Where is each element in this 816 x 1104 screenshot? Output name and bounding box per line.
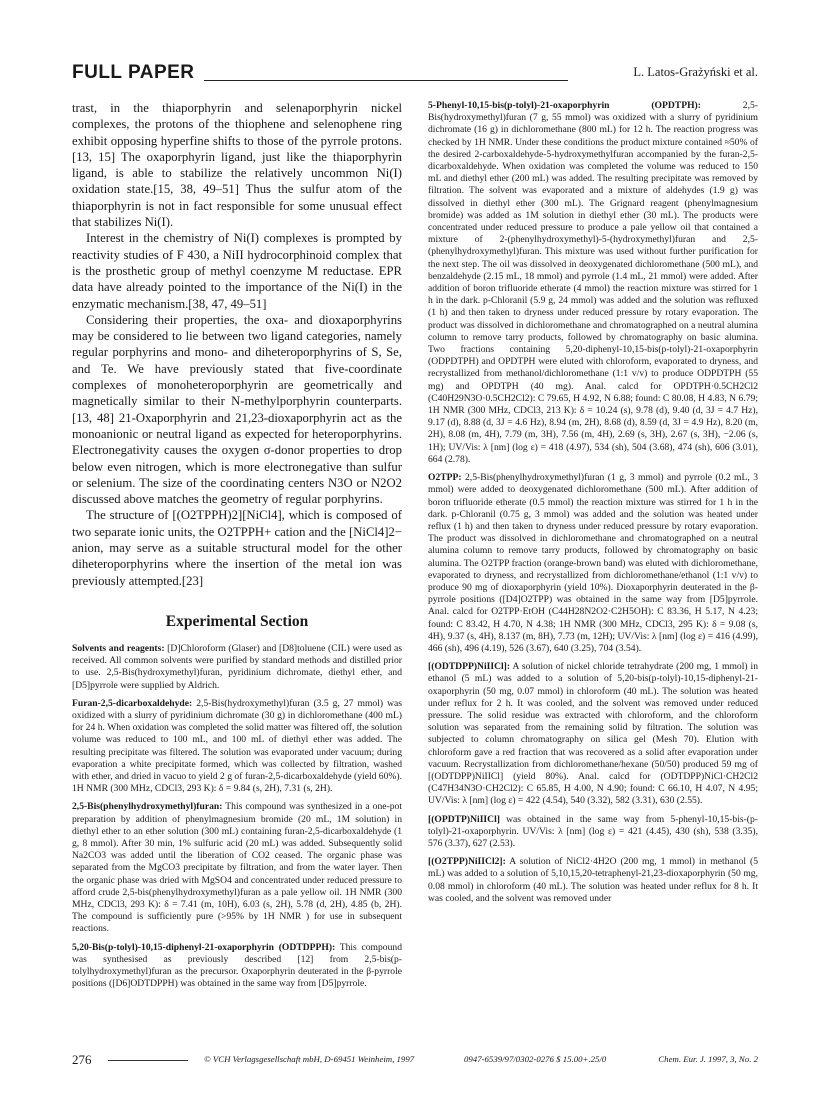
exp-text: [D]Chloroform (Glaser) and [D8]toluene (CIL) were used as received. All common solvents were purified by standard methods and distilled prior to use. 2,5-Bis(hydroxymethyl)furan, pyridinium dichromate, diethyl ether, and [D5]pyrrole were supplied by Aldrich.	[72, 642, 402, 691]
body-paragraph: The structure of [(O2TPPH)2][NiCl4], which is composed of two separate ionic units, the O2TPPH+ cation and the [NiCl4]2− anion, may serve as a suitable structural model for the other diheteroporphyrins where the insertion of the metal ion was previously attempted.[23]	[72, 508, 402, 588]
exp-text: 2,5-Bis(hydroxymethyl)furan (3.5 g, 27 mmol) was oxidized with a slurry of pyridinium dichromate (30 g) in dichloromethane (400 mL) for 24 h. When oxidation was completed the solid matter was filtered off, the solution volume was reduced to 100 mL, and 100 mL of diethyl ether was added. The resulting precipitate was filtered. The solution was evaporated under vacuum; during evaporation a white precipitate formed, which was collected by filtration, washed with ether, and dried in vacuo to yield 2 g of furan-2,5-dicarboxaldehyde (yield 60%). 1H NMR (300 MHz, CDCl3, 293 K): δ = 9.84 (s, 2H), 7.31 (s, 2H).	[72, 697, 402, 795]
header-rule	[204, 80, 568, 81]
exp-text: was obtained in the same way from 5-phenyl-10,15-bis-(p-tolyl)-21-oxaporphyrin. UV/Vis: λ [nm] (log ε) = 421 (4.45), 430 (sh), 538 (3.35), 576 (3.37), 627 (2.53).	[428, 813, 758, 849]
exp-label: [(O2TPP)NiIICl2]:	[428, 856, 506, 868]
section-heading: Experimental Section	[165, 612, 309, 630]
footer-publisher: © VCH Verlagsgesellschaft mbH, D-69451 Weinheim, 1997	[204, 1054, 415, 1064]
header-title: FULL PAPER	[72, 62, 195, 83]
exp-label: O2TPP:	[428, 472, 462, 484]
body-paragraph: Considering their properties, the oxa- and dioxaporphyrins may be considered to lie between two ligand categories, namely regular porphyrins and mono- and diheteroporphyrins of S, Se, and Te. We have previously stated that five-coordinate complexes of monoheteroporphyrin are geometrically and magnetically similar to their N-methylporphyrin counterparts.[13, 48] 21-Oxaporphyrin and 21,23-dioxaporphyrin act as the monoanionic or neutral ligand as expected for heteroporphyrins. Electronegativity causes the oxygen σ-donor properties to drop below even nitrogen, which is more electronegative than sulfur or selenium. The size of the coordinating centers N3O or N2O2 discussed above matches the geometry of regular porphyrins.	[72, 312, 402, 507]
exp-text: This compound was synthesized in a one-pot preparation by addition of phenylmagnesium bromide (20 mL, 1M solution) in diethyl ether to an ether solution (300 mL) containing furan-2,5-dicarboxaldehyde (1 g, 8 mmol). After 30 min, 1% sulfuric acid (20 mL) was added. Subsequently solid Na2CO3 was added until the liberation of CO2 ceased. The organic phase was separated from the MgCO3 precipitate by filtration, and from the water layer. Then the organic phase was dried with MgSO4 and concentrated under reduced pressure to afford crude 2,5-bis(phenylhydroxymethyl)furan as a pale yellow oil. 1H NMR (300 MHz, CDCl3, 293 K): δ = 7.41 (m, 10H), 6.03 (s, 2H), 5.78 (d, 2H), 4.85 (b, 2H). The compound is sufficiently pure (>95% by 1H NMR ) for use in subsequent reactions.	[72, 801, 402, 935]
exp-label: Solvents and reagents:	[72, 642, 165, 654]
exp-paragraph	[72, 942, 402, 991]
exp-label: Furan-2,5-dicarboxaldehyde:	[72, 697, 193, 709]
exp-label: [(ODTDPP)NiIICl]:	[428, 661, 511, 673]
footer-rule	[108, 1060, 188, 1061]
body-paragraph: Interest in the chemistry of Ni(I) complexes is prompted by reactivity studies of F 430, a NiII hydrocorphinoid complex that is the prosthetic group of methyl coenzyme M reductase. EPR data have already pointed to the importance of the Ni(I) in the enzymatic mechanism.[38, 47, 49–51]	[72, 231, 402, 311]
exp-label: 5-Phenyl-10,15-bis(p-tolyl)-21-oxaporphyrin (OPDTPH):	[428, 100, 701, 111]
exp-paragraph	[428, 814, 758, 851]
exp-text: A solution of NiCl2·4H2O (200 mg, 1 mmol) in methanol (5 mL) was added to a solution of 5,10,15,20-tetraphenyl-21,23-dioxaporphyrin (50 mg, 0.08 mmol) in chloroform (40 mL). The solution was heated under reflux for 8 h. It was cooled, and the solvent was removed under	[428, 856, 758, 904]
exp-paragraph	[428, 856, 758, 905]
footer-issn: 0947-6539/97/0302-0276 $ 15.00+.25/0	[464, 1054, 607, 1064]
exp-text: This compound was synthesised as previously described [12] from 2,5-bis(p-tolylhydroxymethyl)furan as the precursor. Oxaporphyrin deuterated in the β-pyrrole positions ([D6]ODTDPPH) was obtained in the same way from [D5]pyrrole.	[72, 941, 402, 990]
exp-paragraph	[72, 643, 402, 692]
exp-paragraph	[428, 100, 758, 466]
page-footer	[72, 1052, 758, 1068]
body-paragraph: trast, in the thiaporphyrin and selenaporphyrin nickel complexes, the protons of the thiophene and selenophene ring exhibit opposing hyperfine shifts to those of the pyrrole protons.[13, 15] The oxaporphyrin ligand, just like the thiaporphyrin ligand, is able to stabilize the relatively uncommon Ni(I) oxidation state.[15, 38, 49–51] Thus the sulfur atom of the thiaporphyrin is not in fact responsible for some unusual effect that stabilizes Ni(I).	[72, 101, 402, 230]
exp-paragraph	[428, 661, 758, 807]
exp-label: 2,5-Bis(phenylhydroxymethyl)furan:	[72, 801, 223, 813]
exp-text: 2,5-Bis(phenylhydroxymethyl)furan (1 g, 3 mmol) and pyrrole (0.2 mL, 3 mmol) were added to deoxygenated dichloromethane (500 mL). After addition of boron trifluoride etherate (0.5 mmol) the reaction mixture was stirred for 1 h in the dark. p-Chloranil (0.75 g, 3 mmol) was added and the solution was heated under reflux (1 h) and then taken to dryness under reduced pressure by rotary evaporation. The product was dissolved in dichloromethane and chromatographed on a neutral alumina column to remove tarry products, followed by chromatography on basic alumina. The O2TPP fraction (orange-brown band) was eluted with dichloromethane, evaporated to dryness, and recrystallized from dichloromethane/ethanol (1:1 v/v) to produce 90 mg of dioxaporphyrin (yield 10%). Dioxaporphyrin deuterated in the β-pyrrole positions ([D4]O2TPP) was obtained in the same way from [D5]pyrrole. Anal. calcd for O2TPP·EtOH (C44H28N2O2·C2H5OH): C 83.36, H 5.17, N 4.23; found: C 83.42, H 4.70, N 4.38; 1H NMR (300 MHz, CDCl3, 295 K): δ = 9.08 (s, 4H), 9.37 (s, 4H), 8.137 (m, 8H), 7.73 (m, 12H); UV/Vis: λ [nm] (log ε) = 416 (4.99), 466 (sh), 496 (4.19), 526 (3.67), 640 (3.25), 704 (3.54).	[428, 472, 758, 654]
exp-paragraph	[72, 801, 402, 935]
exp-label: [(OPDTP)NiIICl]	[428, 813, 500, 825]
exp-paragraph	[428, 472, 758, 655]
footer-journal: Chem. Eur. J. 1997, 3, No. 2	[658, 1054, 758, 1064]
exp-text: A solution of nickel chloride tetrahydrate (200 mg, 1 mmol) in ethanol (5 mL) was added to a solution of 5,20-bis(p-tolyl)-10,15-diphenyl-21-oxaporphyrin (50 mg, 0.07 mmol) in chloroform (40 mL). The solution was heated under reflux for 2 h. It was cooled, and the solvent was removed under reduced pressure. The solid residue was extracted with chloroform, and the chloroform solution was separated from the remaining solid by filtration. The solution was subjected to column chromatography on silica gel (Mesh 70). Elution with chloroform gave a red fraction that was recovered as a solid after evaporation under vacuum. Recrystallization from dichloromethane/hexane (50/50) produced 59 mg of [(ODTDPP)NiIICl] (yield 80%). Anal. calcd for (ODTDPP)NiCl·CH2Cl2 (C47H34N3O·CH2Cl2): C 65.85, H 4.00, N 4.90; found: C 66.10, H 4.07, N 4.95; UV/Vis: λ [nm] (log ε) = 422 (4.54), 540 (3.32), 582 (3.31), 630 (2.55).	[428, 661, 758, 807]
right-column	[428, 100, 758, 911]
page-header	[72, 62, 758, 84]
exp-text: 2,5-Bis(hydroxymethyl)furan (7 g, 55 mmol) was oxidized with a slurry of pyridinium dichromate (16 g) in dichloromethane (800 mL) for 12 h. The reaction progress was checked by 1H NMR. Under these conditions the product mixture contained ≈50% of the desired 2-carboxaldehyde-5-hydroxymethylfuran accompanied by the furan-2,5-dicarboxaldehyde. When oxidation was completed the volume was reduced to 150 mL and diethyl ether (200 mL) was added. The resulting precipitate was removed by filtration. The solvent was evaporated and a mixture of aldehydes (1.9 g) was dissolved in diethyl ether (300 mL). The Grignard reagent (phenylmagnesium bromide) was added as 1M solution in diethyl ether (30 mL). The products were concentrated under reduced pressure to produce a pale yellow oil that contained a mixture of 2-(phenylhydroxymethyl)-5-(hydroxymethyl)furan and 2,5-(phenylhydroxymethyl)furan. This mixture was used without further purification for the next step. The oil was dissolved in deoxygenated dichloromethane (500 mL), and benzaldehyde (2.15 mL, 18 mmol) and pyrrole (1.4 mL, 21 mmol) were added. After addition of boron trifluoride etherate (4 mmol) the reaction mixture was stirred for 1 h in the dark. p-Chloranil (5.9 g, 24 mmol) was added and the solution was refluxed (1 h) and then taken to dryness under reduced pressure by rotary evaporation. The product was dissolved in dichloromethane and chromatographed on a neutral alumina column to remove tarry products, followed by chromatography on basic alumina. Two fractions containing 5,20-diphenyl-10,15-bis(p-tolyl)-21-oxaporphyrin (ODPDTPH) and OPDTPH were eluted with chloroform, evaporated to dryness, and recrystallized from methanol/dichloromethane (1:1 v/v) to produce ODPDTPH (55 mg) and OPDTPH (40 mg). Anal. calcd for OPDTPH·0.5CH2Cl2 (C40H29N3O·0.5CH2Cl2): C 79.65, H 4.92, N 6.88; found: C 80.08, H 4.83, N 6.79; 1H NMR (300 MHz, CDCl3, 213 K): δ = 10.24 (s), 9.78 (d), 9.40 (d, 3J = 4.7 Hz), 9.17 (d), 8.88 (d, 3J = 4.6 Hz), 8.94 (m, 2H), 8.68 (d), 8.59 (d, 3J = 4.9 Hz), 8.20 (m, 2H), 8.08 (m, 4H), 7.79 (m, 3H), 7.56 (m, 4H), 2.69 (s, 3H), 2.67 (s, 3H), −2.06 (s, 1H); UV/Vis: λ [nm] (log ε) = 418 (4.97), 534 (sh), 504 (3.68), 474 (sh), 606 (3.01), 664 (2.78).	[428, 100, 758, 465]
header-author: L. Latos-Grażyński et al.	[633, 65, 758, 79]
exp-label: 5,20-Bis(p-tolyl)-10,15-diphenyl-21-oxaporphyrin (ODTDPPH):	[72, 941, 336, 953]
exp-paragraph	[72, 698, 402, 796]
page-number: 276	[72, 1052, 92, 1067]
left-column	[72, 100, 402, 996]
